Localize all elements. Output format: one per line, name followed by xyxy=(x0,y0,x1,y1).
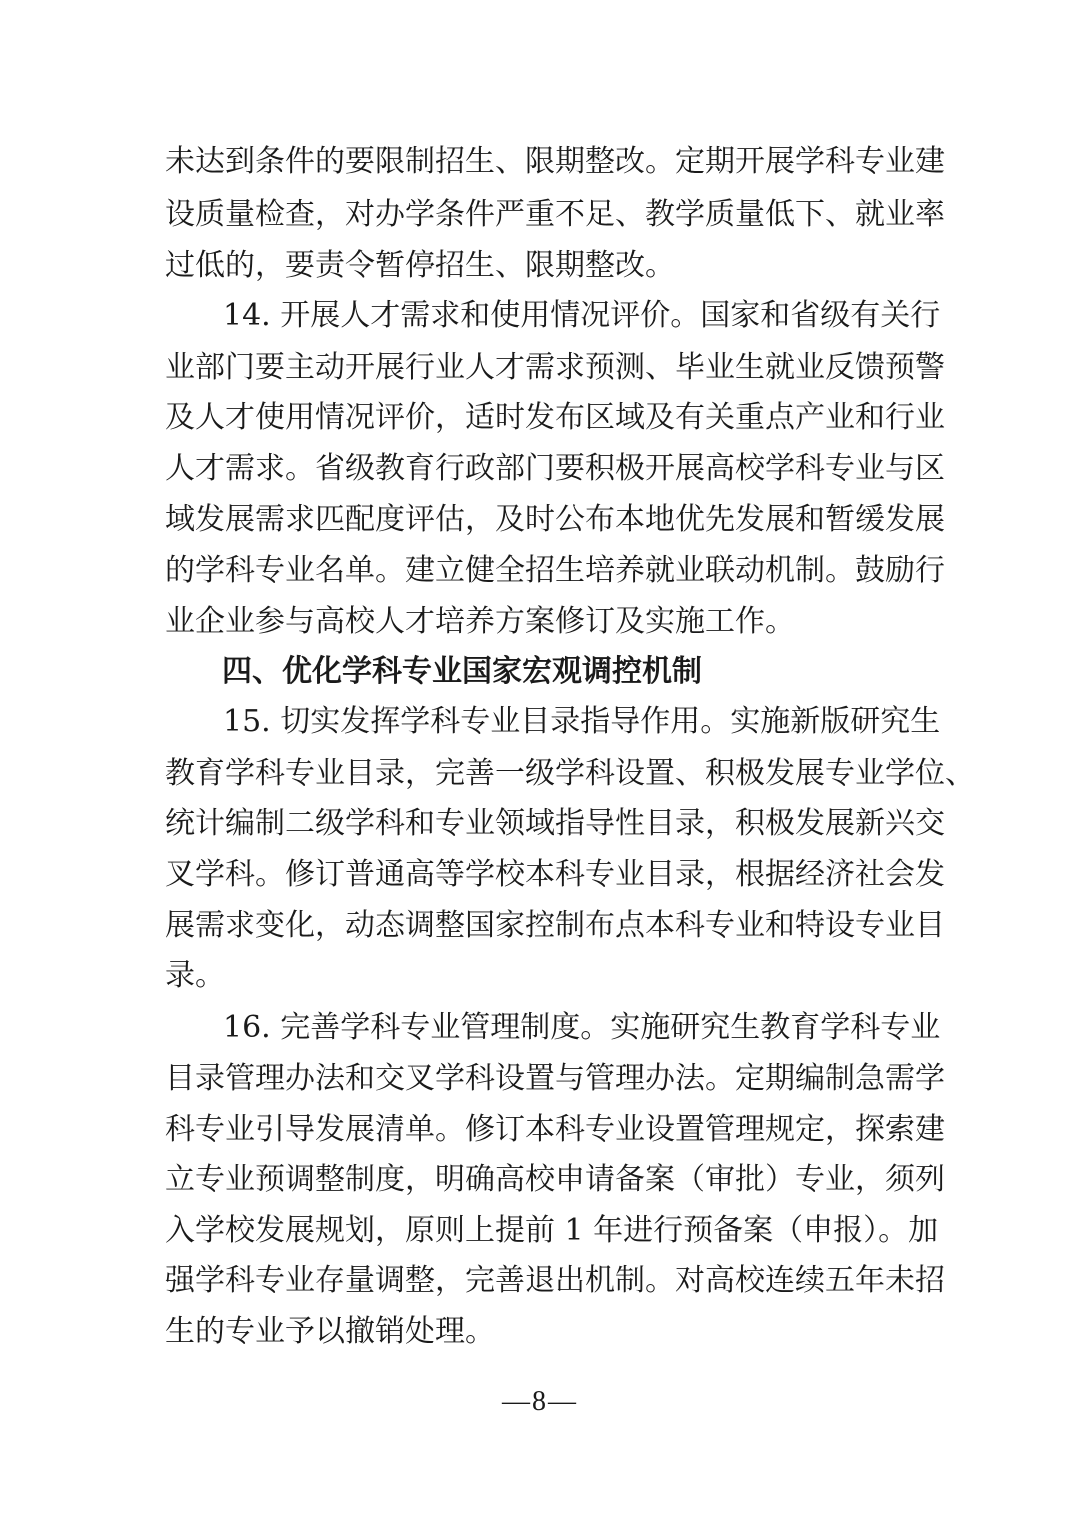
paragraph-line: 统计编制二级学科和专业领域指导性目录，积极发展新兴交 xyxy=(165,806,945,841)
paragraph-line: 14. 开展人才需求和使用情况评价。国家和省级有关行 xyxy=(223,298,941,333)
paragraph-line: 的学科专业名单。建立健全招生培养就业联动机制。鼓励行 xyxy=(165,553,945,588)
paragraph-line: 立专业预调整制度，明确高校申请备案（审批）专业，须列 xyxy=(165,1162,945,1197)
paragraph-line: 16. 完善学科专业管理制度。实施研究生教育学科专业 xyxy=(223,1010,941,1045)
paragraph-line: 生的专业予以撤销处理。 xyxy=(165,1314,495,1349)
paragraph-line: 过低的，要责令暂停招生、限期整改。 xyxy=(165,248,675,283)
paragraph-line: 目录管理办法和交叉学科设置与管理办法。定期编制急需学 xyxy=(165,1061,945,1096)
page-number: —8— xyxy=(502,1386,578,1417)
paragraph-line: 业部门要主动开展行业人才需求预测、毕业生就业反馈预警 xyxy=(165,350,945,385)
section-heading: 四、优化学科专业国家宏观调控机制 xyxy=(222,654,702,689)
paragraph-line: 录。 xyxy=(165,958,225,993)
paragraph-line: 及人才使用情况评价，适时发布区域及有关重点产业和行业 xyxy=(165,400,945,435)
paragraph-line: 教育学科专业目录，完善一级学科设置、积极发展专业学位、 xyxy=(165,756,975,791)
paragraph-line: 15. 切实发挥学科专业目录指导作用。实施新版研究生 xyxy=(223,704,941,739)
paragraph-line: 强学科专业存量调整，完善退出机制。对高校连续五年未招 xyxy=(165,1263,945,1298)
paragraph-line: 入学校发展规划，原则上提前 1 年进行预备案（申报）。加 xyxy=(165,1213,939,1248)
paragraph-line: 科专业引导发展清单。修订本科专业设置管理规定，探索建 xyxy=(165,1112,945,1147)
paragraph-line: 人才需求。省级教育行政部门要积极开展高校学科专业与区 xyxy=(165,451,945,486)
paragraph-line: 域发展需求匹配度评估，及时公布本地优先发展和暂缓发展 xyxy=(165,502,945,537)
paragraph-line: 未达到条件的要限制招生、限期整改。定期开展学科专业建 xyxy=(165,144,945,179)
paragraph-line: 设质量检查，对办学条件严重不足、教学质量低下、就业率 xyxy=(165,197,945,232)
paragraph-line: 业企业参与高校人才培养方案修订及实施工作。 xyxy=(165,604,795,639)
paragraph-line: 叉学科。修订普通高等学校本科专业目录，根据经济社会发 xyxy=(165,857,945,892)
paragraph-line: 展需求变化，动态调整国家控制布点本科专业和特设专业目 xyxy=(165,908,945,943)
